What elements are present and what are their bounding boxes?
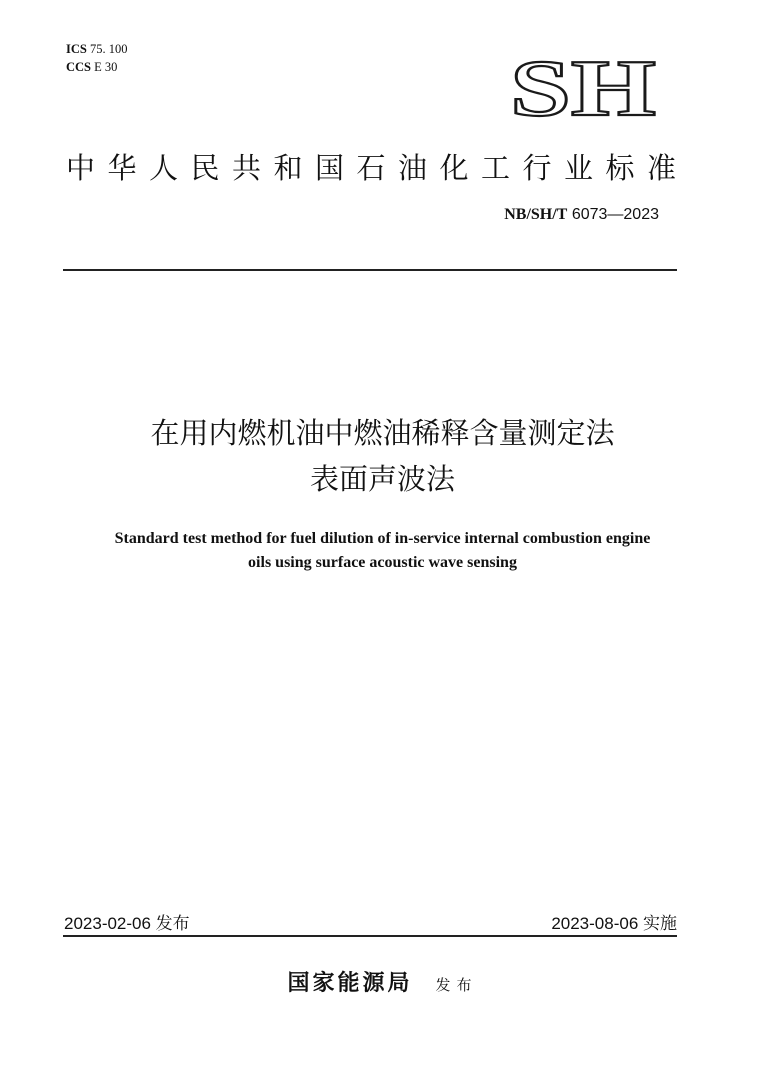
issuer-line	[0, 966, 765, 997]
english-title	[0, 527, 765, 575]
industry-standard-title: 中华人民共和国石油化工行业标准	[66, 151, 689, 185]
chinese-title	[0, 410, 765, 502]
chinese-title-line2: 表面声波法	[309, 462, 455, 496]
english-title-line2: oils using surface acoustic wave sensing	[248, 554, 517, 571]
top-divider	[63, 269, 677, 271]
ccs-code	[66, 58, 127, 76]
bottom-divider	[63, 935, 677, 937]
standard-number	[504, 206, 659, 224]
standard-year-number: 6073—2023	[571, 206, 659, 223]
issuing-organization: 国家能源局	[287, 971, 413, 996]
ccs-value: E 30	[94, 60, 118, 74]
classification-codes	[66, 40, 127, 76]
ics-code	[66, 40, 127, 58]
sh-logo-text: SH	[510, 55, 656, 121]
effective-date: 2023-08-06 实施	[551, 914, 677, 933]
sh-logo	[508, 55, 658, 121]
issuing-action: 发布	[435, 976, 478, 994]
english-title-line1: Standard test method for fuel dilution of in-service internal combustion engine	[114, 530, 651, 547]
ics-label: ICS	[66, 42, 87, 56]
ccs-label: CCS	[66, 60, 92, 74]
issue-date: 2023-02-06 发布	[64, 914, 190, 933]
chinese-title-line1: 在用内燃机油中燃油稀释含量测定法	[150, 416, 615, 450]
ics-value: 75. 100	[89, 42, 128, 56]
standard-prefix: NB/SH/T	[504, 206, 568, 223]
